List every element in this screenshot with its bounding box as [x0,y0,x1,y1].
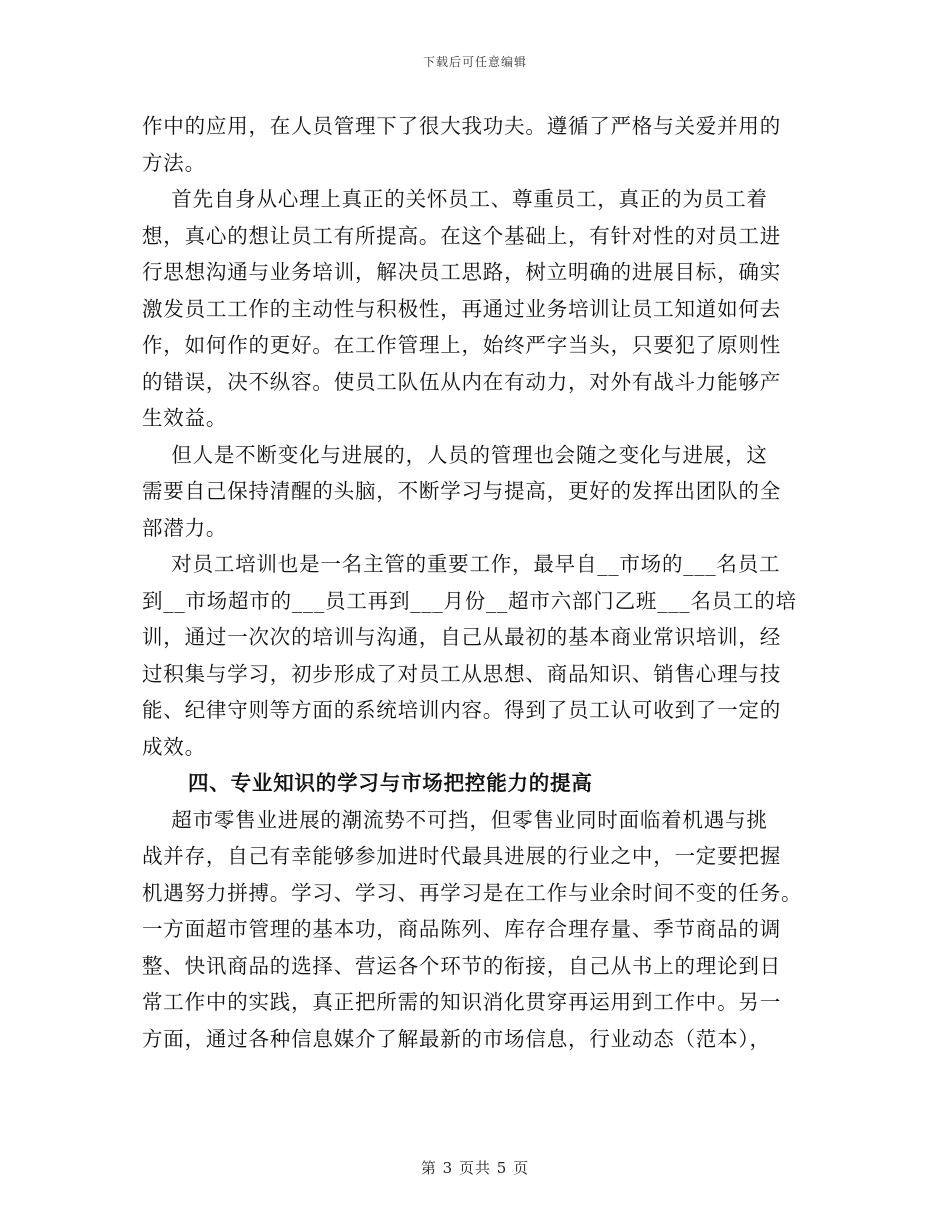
paragraph-5 [142,802,803,1058]
text-line: 对员工培训也是一名主管的重要工作，最早自__市场的___名员工 [142,552,781,576]
document-body [142,108,803,1057]
text-line: 能、纪律守则等方面的系统培训内容。得到了员工认可收到了一定的 [142,698,781,722]
text-line: 行思想沟通与业务培训，解决员工思路，树立明确的进展目标，确实 [142,260,781,284]
text-line: 方面，通过各种信息媒介了解最新的市场信息，行业动态（范本）， [142,1026,771,1051]
text-line: 激发员工工作的主动性与积极性，再通过业务培训让员工知道如何去 [142,296,781,321]
text-line: 首先自身从心理上真正的关怀员工、尊重员工，真正的为员工着 [142,187,768,211]
text-line: 作中的应用，在人员管理下了很大我功夫。遵循了严格与关爱并用的 [142,114,781,138]
text-line: 想，真心的想让员工有所提高。在这个基础上，有针对性的对员工进 [142,223,781,248]
header-note: 下载后可任意编辑 [422,55,527,69]
paragraph-3 [142,437,797,547]
paragraph-2 [142,181,797,437]
text-line: 但人是不断变化与进展的，人员的管理也会随之变化与进展，这 [142,442,768,467]
paragraph-4 [142,546,797,765]
text-line: 成效。 [142,734,206,759]
text-line: 过积集与学习，初步形成了对员工从思想、商品知识、销售心理与技 [142,661,781,686]
text-line: 机遇努力拼搏。学习、学习、再学习是在工作与业余时间不变的任务。 [142,880,803,905]
text-line: 方法。 [142,150,206,175]
text-line: 作，如何作的更好。在工作管理上，始终严字当头，只要犯了原则性 [142,333,781,357]
text-line: 到__市场超市的___员工再到___月份__超市六部门乙班___名员工的培 [142,588,797,613]
section-heading: 四、专业知识的学习与市场把控能力的提高 [188,771,593,795]
text-line: 一方面超市管理的基本功，商品陈列、库存合理存量、季节商品的调 [142,917,781,941]
text-line: 的错误，决不纵容。使员工队伍从内在有动力，对外有战斗力能够产 [142,369,781,394]
text-line: 生效益。 [142,406,228,430]
text-line: 部潜力。 [142,515,228,540]
text-line: 超市零售业进展的潮流势不可挡，但零售业同时面临着机遇与挑 [142,807,768,832]
text-line: 常工作中的实践，真正把所需的知识消化贯穿再运用到工作中。另一 [142,990,781,1014]
paragraph-1 [142,108,797,181]
text-line: 需要自己保持清醒的头脑，不断学习与提高，更好的发挥出团队的全 [142,479,781,503]
text-line: 战并存，自己有幸能够参加进时代最具进展的行业之中，一定要把握 [142,844,781,868]
text-line: 训，通过一次次的培训与沟通，自己从最初的基本商业常识培训，经 [142,625,781,649]
page-number: 第 3 页共 5 页 [420,1159,530,1177]
text-line: 整、快讯商品的选择、营运各个环节的衔接，自己从书上的理论到日 [142,953,781,978]
